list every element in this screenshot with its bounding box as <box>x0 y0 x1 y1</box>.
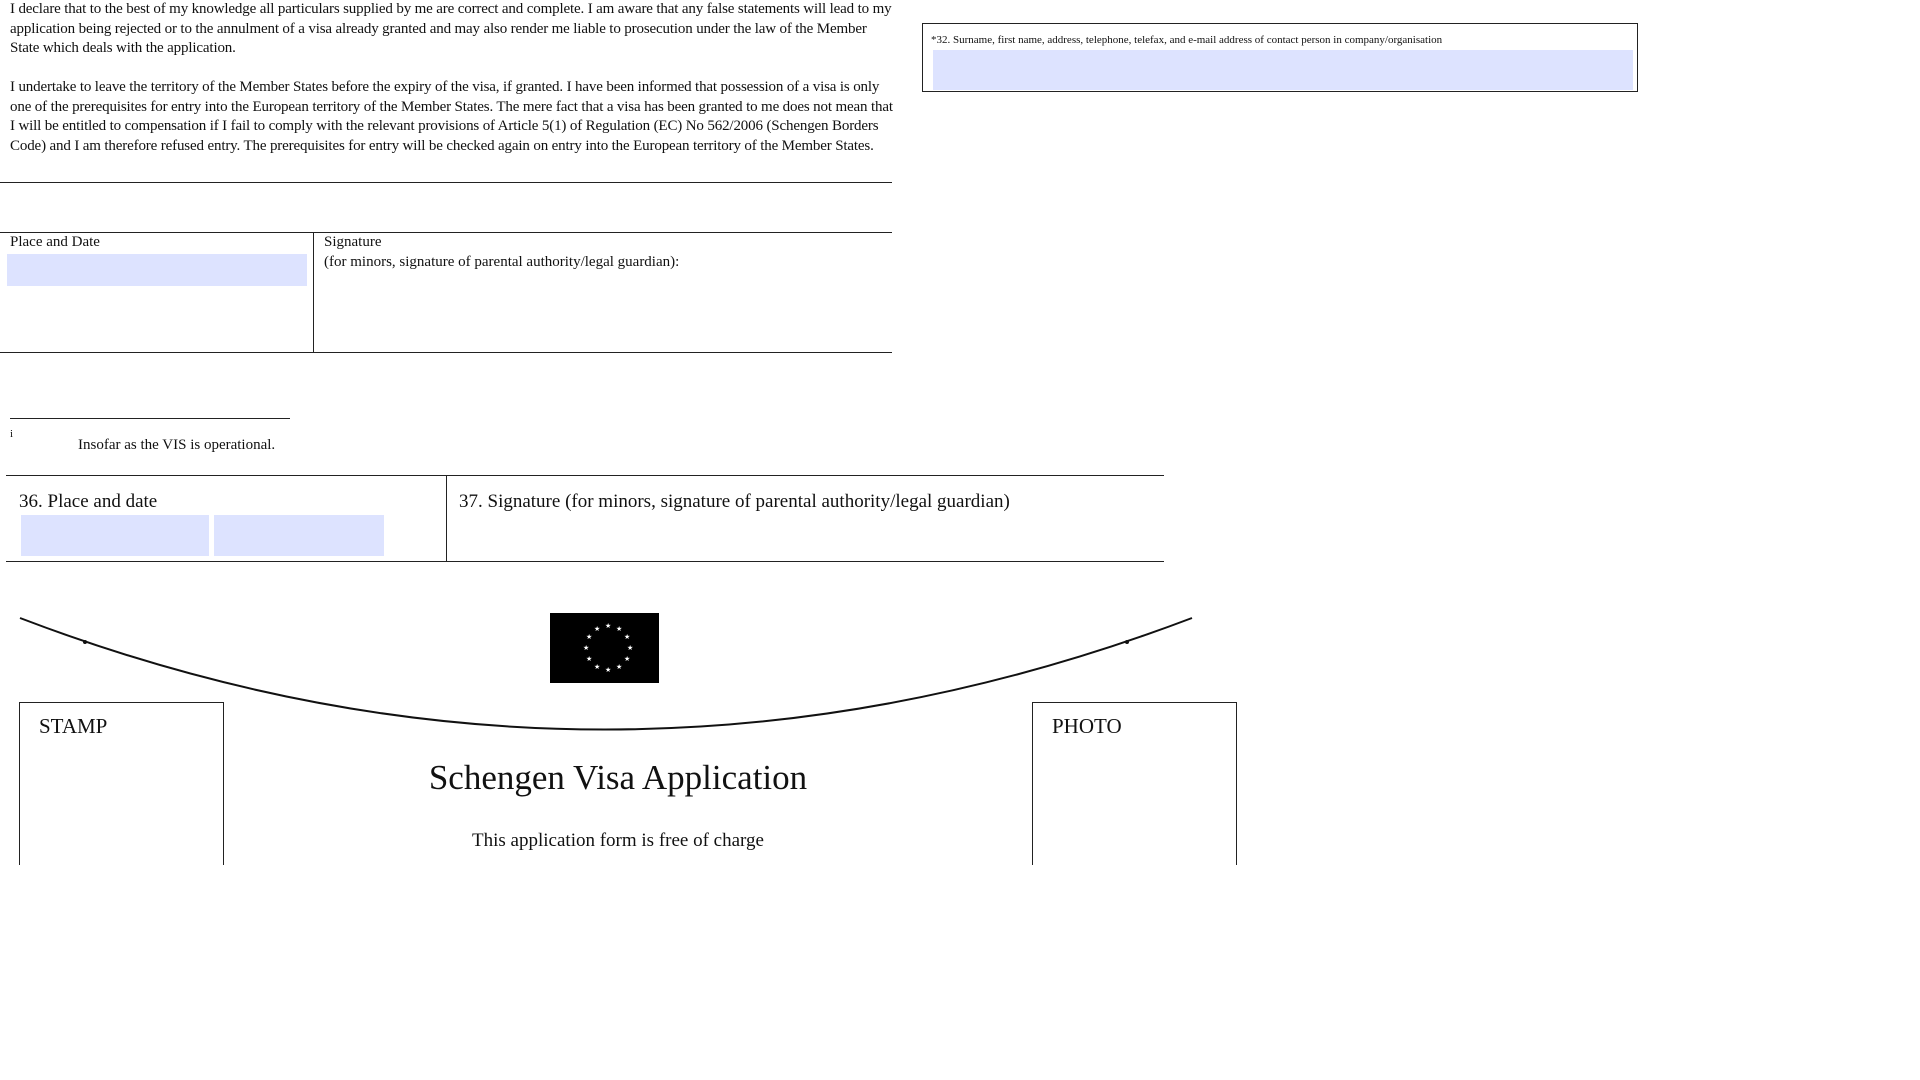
place-date-label: Place and Date <box>10 234 100 250</box>
declaration-paragraph-1: I declare that to the best of my knowledge all particulars supplied by me are correct and complete. I am aware that any false statements will lead to my application being rejected or to the annulment of a visa already granted and may also render me liable to prosecution under the law of the Member State which deals with the application. <box>10 1 892 56</box>
flag-star-icon: ★ <box>583 644 590 652</box>
photo-label: PHOTO <box>1052 714 1122 738</box>
contact-person-box <box>922 23 1638 92</box>
footnote-marker: i <box>10 428 14 440</box>
field-36-place-input[interactable] <box>21 515 209 556</box>
page-title: Schengen Visa Application <box>428 758 808 797</box>
section-top-border <box>0 232 892 233</box>
field-36-37-divider <box>446 475 447 561</box>
field-36-label: 36. Place and date <box>19 491 158 512</box>
field-36-37-bottom-border <box>6 561 1164 562</box>
flag-star-icon: ★ <box>594 625 601 633</box>
field-36-date-input[interactable] <box>214 515 384 556</box>
footnote-text: Insofar as the VIS is operational. <box>78 437 276 453</box>
flag-star-icon: ★ <box>616 625 623 633</box>
stamp-box <box>19 702 224 865</box>
field-36-37-top-border <box>6 475 1164 476</box>
flag-star-icon: ★ <box>624 633 631 641</box>
flag-star-icon: ★ <box>624 655 631 663</box>
page-subtitle: This application form is free of charge <box>472 830 764 851</box>
flag-star-icon: ★ <box>616 663 623 671</box>
flag-star-icon: ★ <box>605 666 612 674</box>
divider-line <box>0 182 892 183</box>
flag-star-icon: ★ <box>627 644 634 652</box>
eu-flag-icon <box>550 613 659 683</box>
place-date-input[interactable] <box>7 254 307 286</box>
signature-label: Signature <box>324 234 382 250</box>
section-bottom-border <box>0 352 892 353</box>
flag-star-icon: ★ <box>586 655 593 663</box>
footnote-rule <box>10 418 290 419</box>
flag-star-icon: ★ <box>605 622 612 630</box>
declaration-paragraph-2: I undertake to leave the territory of the Member States before the expiry of the visa, if granted. I have been informed that possession of a visa is only one of the prerequisites for entry into the European territory of the Member States. The mere fact that a visa has been granted to me does not mean that I will be entitled to compensation if I fail to comply with the relevant provisions of Article 5(1) of Regulation (EC) No 562/2006 (Schengen Borders Code) and I am therefore refused entry. The prerequisites for entry will be checked again on entry into the European territory of the Member States. <box>10 79 893 154</box>
field-37-label: 37. Signature (for minors, signature of parental authority/legal guardian) <box>459 491 1010 512</box>
signature-note: (for minors, signature of parental authority/legal guardian): <box>324 254 680 270</box>
photo-box <box>1032 702 1237 865</box>
section-divider <box>313 232 314 352</box>
flag-star-icon: ★ <box>594 663 601 671</box>
flag-star-icon: ★ <box>586 633 593 641</box>
contact-person-input[interactable] <box>933 50 1633 90</box>
stamp-label: STAMP <box>39 714 108 738</box>
contact-person-label: *32. Surname, first name, address, telephone, telefax, and e-mail address of contact person in company/organisation <box>931 34 1443 46</box>
